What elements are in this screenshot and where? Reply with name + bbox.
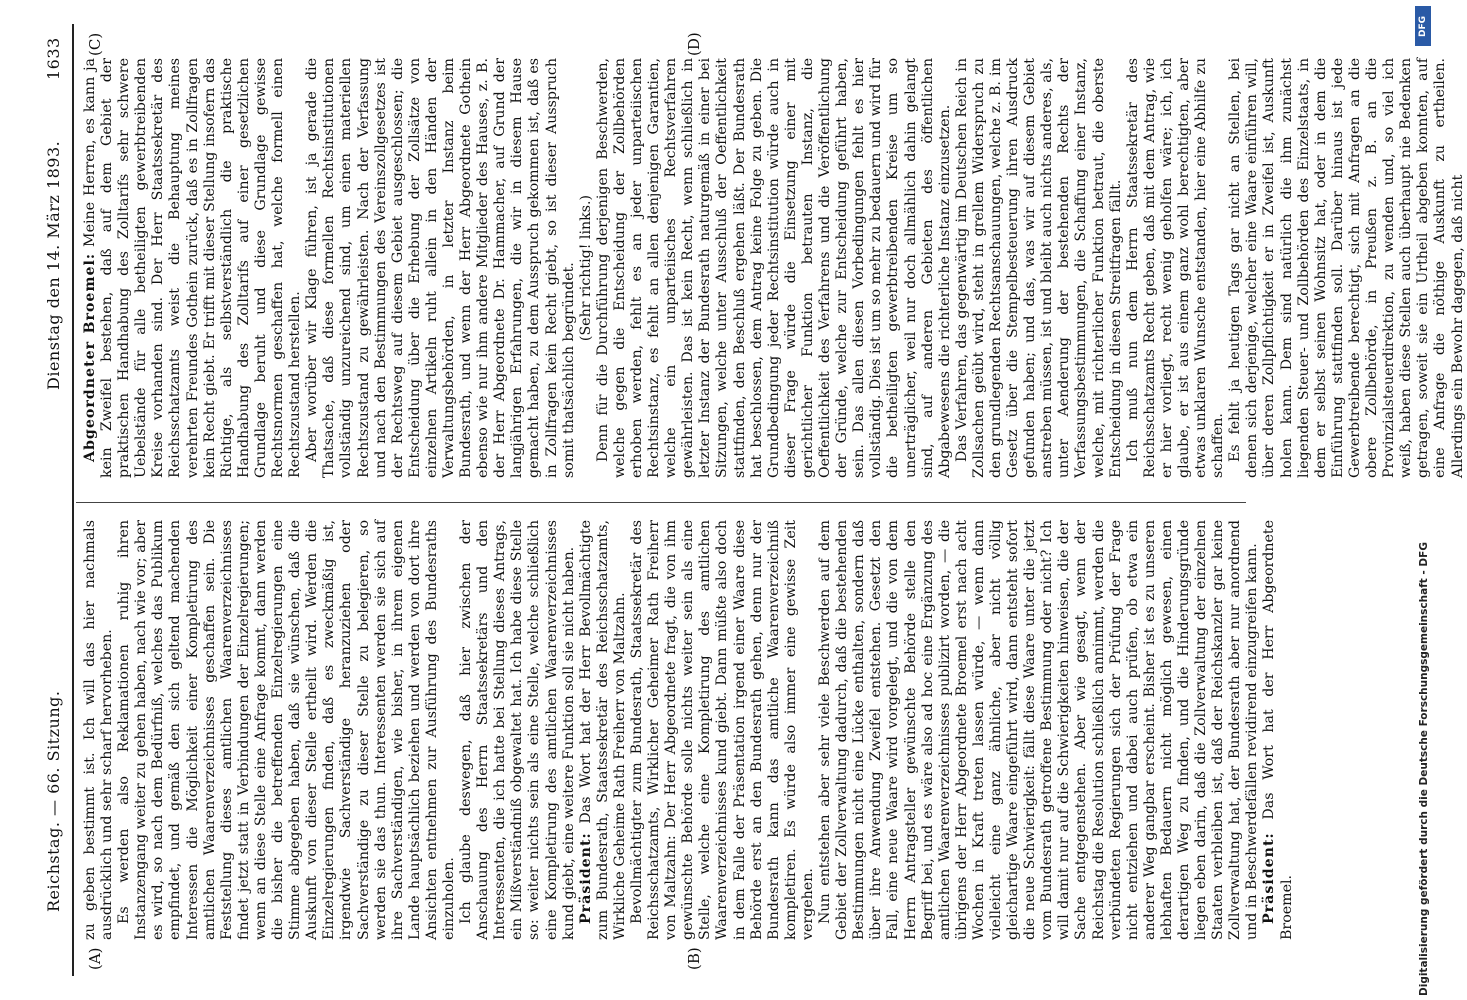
- speaker-label: Präsident:: [577, 832, 594, 924]
- dfg-logo: DFG: [1415, 6, 1431, 46]
- header-session: Reichstag. — 66. Sitzung.: [44, 690, 63, 912]
- margin-letter-d: (D): [685, 32, 703, 56]
- paragraph: Es werden also Reklamationen ruhig ihren Instanzengang weiter zu gehen haben, nach wie vor; aber es wird, so nach dem Bedürfniß, welches das Publikum empfindet, und gemäß den sich geltend machenden Interessen die Möglichkeit einer Kompletirung des amtlichen Waarenverzeichnisses geschaffen sein. Die Feststellung dieses amtlichen Waarenverzeichnisses findet jetzt statt in Verbindungen der Einzelregierungen; wenn an diese Stelle eine Anfrage kommt, dann werden die bisher die betreffenden Einzelregierungen eine Stimme abgegeben haben, daß sie wünschen, daß die Auskunft von dieser Stelle ertheilt wird. Werden die Einzelregierungen finden, daß es zweckmäßig ist, irgendwie Sachverständige heranzuziehen oder Sachverständige zu dieser Stelle zu belegieren, so werden sie das thun. Interessenten werden sie sich auf ihre Sachverständigen, wie bisher, in ihrem eigenen Lande hauptsächlich beziehen und werden von dort ihre Ansichten entnehmen zur Ausführung des Bundesraths einzuholen.: [116, 520, 457, 940]
- paragraph: Meine Herren, es kann ja kein Zweifel bestehen, daß auf dem Gebiet der praktischen Handhabung des Zolltarifs sehr schwere Uebelstände für alle betheiligten gewerbtreibenden Kreise vorhanden sind. Der Herr Staatssekretär des Reichsschatzamts weist die Behauptung meines verehrten Freundes Gothein zurück, daß es in Zollfragen kein Recht giebt. Er trifft mit dieser Stellung insofern das Richtige, als selbstverständlich die praktische Handhabung des Zolltarifs auf einer gesetzlichen Grundlage beruht und diese Grundlage gewisse Rechtsnormen geschaffen hat, welche formell einen Rechtszustand herstellen.: [82, 58, 304, 478]
- paragraph: Das Verfahren, das gegenwärtig im Deutschen Reich in Zollsachen geübt wird, steht in grellem Widerspruch zu den grundlegenden Rechtsanschauungen, welche z. B. im Gesetz über die Stempelbesteuerung ihren Ausdruck gefunden haben; und das, was wir auf diesem Gebiet anstreben müssen, ist und bleibt auch nichts anderes, als, unter Aenderung der bestehenden Rechts der Verfassungsbestimmungen, die Schaffung einer Instanz, welche, mit richterlicher Funktion betraut, die oberste Entscheidung in diesen Streitfragen fällt.: [953, 58, 1124, 478]
- speech-block: [1261, 520, 1295, 940]
- page-number: 1633: [44, 37, 63, 80]
- margin-letter-c: (C): [86, 32, 104, 56]
- speech-block: [578, 520, 629, 940]
- column-divider: [76, 502, 1246, 503]
- paragraph: Bevollmächtigter zum Bundesrath, Staatssekretär des Reichsschatzamts, Wirklicher Geheimer Rath Freiherr von Maltzahn: Der Herr Abgeordnete fragt, die von ihm gewünschte Behörde solle nichts weiter sein als eine Stelle, welche eine Kompletirung des amtlichen Waarenverzeichnisses kund giebt. Dann müßte also doch in dem Falle der Präsentation irgend einer Waare diese Behörde erst an den Bundesrath gehen, denn nur der Bundesrath kann das amtliche Waarenverzeichniß kompletiren. Es würde also immer eine gewisse Zeit vergehen.: [629, 520, 816, 940]
- paragraph: Es fehlt ja heutigen Tags gar nicht an Stellen, bei denen sich derjenige, welcher eine Waare einführen will, über deren Zollpflichtigkeit er in Zweifel ist, Auskunft holen kann. Dem sind natürlich die ihm zunächst liegenden Steuer- und Zollbehörden des Einzelstaats, in dem er selbst seinen Wohnsitz hat, oder in dem die Einführung stattfinden soll. Darüber hinaus ist jede Gewerbtreibende berechtigt, sich mit Anfragen an die obere Zollbehörde, in Preußen z. B. an die Provinzialsteuerdirektion, zu wenden und, so viel ich weiß, haben diese Stellen auch überhaupt nie Bedenken getragen, soweit sie ein Urtheil abgeben konnten, auf eine Anfrage die nöthige Auskunft zu ertheilen. Allerdings ein Bewohr dagegen, daß nicht: [1227, 58, 1466, 478]
- paragraph: zu geben bestimmt ist. Ich will das hier nachmals ausdrücklich und sehr scharf hervorheben.: [82, 520, 116, 940]
- paragraph: Denn für die Durchführung derjenigen Beschwerden, welche gegen die Entscheidung der Zollbehörden erhoben werden, fehlt es an jeder unparteiischen Rechtsinstanz, es fehlt an allen denjenigen Garantien, welche ein unparteiisches Rechtsverfahren gewährleisten. Das ist kein Recht, wenn schließlich in letzter Instanz der Bundesrath naturgemäß in einer bei Sitzungen, welche unter Ausschluß der Oeffentlichkeit stattfinden, den Beschluß ergehen läßt. Der Bundesrath hat beschlossen, dem Antrag keine Folge zu geben. Die Grundbedingung jeder Rechtsinstitution würde auch in dieser Frage würde die Einsetzung einer mit gerichtlicher Funktion betrauten Instanz, die Oeffentlichkeit des Verfahrens und die Veröffentlichung der Gründe, welche zur Entscheidung geführt haben, sein. Das allen diesen Vorbedingungen fehlt es hier vollständig. Dies ist um so mehr zu bedauern und wird für die betheiligten gewerbtreibenden Kreise um so unerträglicher, weil nur doch allmählich dahin gelangt sind, auf anderen Gebieten des öffentlichen Abgabewesens die richterliche Instanz einzusetzen.: [594, 58, 953, 478]
- interjection: (Sehr richtig! links.): [577, 194, 594, 342]
- paragraph: Aber worüber wir Klage führen, ist ja gerade die Thatsache, daß diese formellen Rechtsinstitutionen vollständig unzureichend sind, um einen materiellen Rechtszustand zu gewährleisten. Nach der Verfassung und nach den Bestimmungen des Vereinszollgesetzes ist der Rechtsweg auf diesem Gebiet ausgeschlossen; die Entscheidung über die Erhebung der Zollsätze von einzelnen Artikeln ruht allein in den Händen der Verwaltungsbehörden, in letzter Instanz beim Bundesrath, und wenn der Herr Abgeordnete Gothein ebenso wie nur ihm andere Mitglieder des Hauses, z. B. der Herr Abgeordnete Dr. Hammacher, auf Grund der langjährigen Erfahrungen, die wir in diesem Hause gemacht haben, zu dem Ausspruch gekommen ist, daß es in Zollfragen kein Recht giebt, so ist dieser Ausspruch somit thatsächlich begründet.: [304, 58, 577, 478]
- paragraph: Nun entstehen aber sehr viele Beschwerden auf dem Gebiet der Zollverwaltung dadurch, daß die bestehenden Bestimmungen nicht eine Lücke enthalten, sondern daß über ihre Anwendung Zweifel entstehen. Gesetzt den Fall, eine neue Waare wird vorgelegt, und die von dem Herrn Antragsteller gewünschte Behörde stelle den Begriff bei, und es wäre also ad hoc eine Ergänzung des amtlichen Waarenverzeichnisses publizirt worden, — die übrigens der Herr Abgeordnete Broemel erst nach acht Wochen in Kraft treten lassen würde, — wenn dann vielleicht eine ganz ähnliche, aber nicht völlig gleichartige Waare eingeführt wird, dann entsteht sofort die neue Schwierigkeit: fällt diese Waare unter die jetzt vom Bundesrath getroffene Bestimmung oder nicht? Ich will damit nur auf die Schwierigkeiten hinweisen, die der Sache entgegenstehen. Aber wie gesagt, wenn der Reichstag die Resolution schließlich annimmt, werden die verbündeten Regierungen sich der Prüfung der Frage nicht entziehen und dabei auch prüfen, ob etwa ein anderer Weg gangbar erscheint. Bisher ist es zu unseren lebhaften Bedauern nicht möglich gewesen, einen derartigen Weg zu finden, und die Hinderungsgründe liegen eben darin, daß die Zollverwaltung der einzelnen Staaten verbleiben ist, daß der Reichskanzler gar keine Zollverwaltung hat, der Bundesrath aber nur anordnend und in Beschwerdefällen revidirend einzugreifen kann.: [817, 520, 1261, 940]
- paragraph: Ich glaube deswegen, daß hier zwischen der Anschauung des Herrn Staatssekretärs und den Interessenten, die ich hatte bei Stellung dieses Antrags, ein Mißverständniß obgewaltet hat. Ich habe diese Stelle so: weiter nichts sein als eine Stelle, welche schließlich eine Kompletirung des amtlichen Waarenverzeichnisses kund giebt, eine weitere Funktion soll sie nicht haben.: [458, 520, 577, 940]
- paragraph: Das Wort hat der Herr Bevollmächtigte zum Bundesrath, Staatssekretär des Reichsschatzamts, Wirkliche Geheime Rath Freiherr von Maltzahn.: [577, 520, 628, 940]
- header-date: Dienstag den 14. März 1893.: [44, 140, 63, 390]
- digitization-note: Digitalisierung gefördert durch die Deutsche Forschungsgemeinschaft - DFG: [1418, 542, 1430, 996]
- speech-block: [82, 58, 304, 478]
- paragraph: Ich muß nun dem Herrn Staatssekretär des Reichsschatzamts Recht geben, daß mit dem Antrag, wie er hier vorliegt, recht wenig geholfen wäre; ich, ich glaube, er ist aus einem ganz wohl berechtigten, aber etwas unklaren Wunsche entstanden, hier eine Abhilfe zu schaffen.: [1124, 58, 1227, 478]
- header-rule: [72, 24, 74, 976]
- right-column: [82, 58, 1466, 478]
- left-column: [82, 520, 1295, 940]
- margin-letter-b: (B): [685, 947, 703, 970]
- margin-letter-a: (A): [86, 947, 104, 970]
- speaker-label: Abgeordneter Broemel:: [82, 252, 98, 462]
- speaker-label: Präsident:: [1261, 832, 1278, 924]
- paragraph: Das Wort hat der Herr Abgeordnete Broemel.: [1261, 520, 1295, 940]
